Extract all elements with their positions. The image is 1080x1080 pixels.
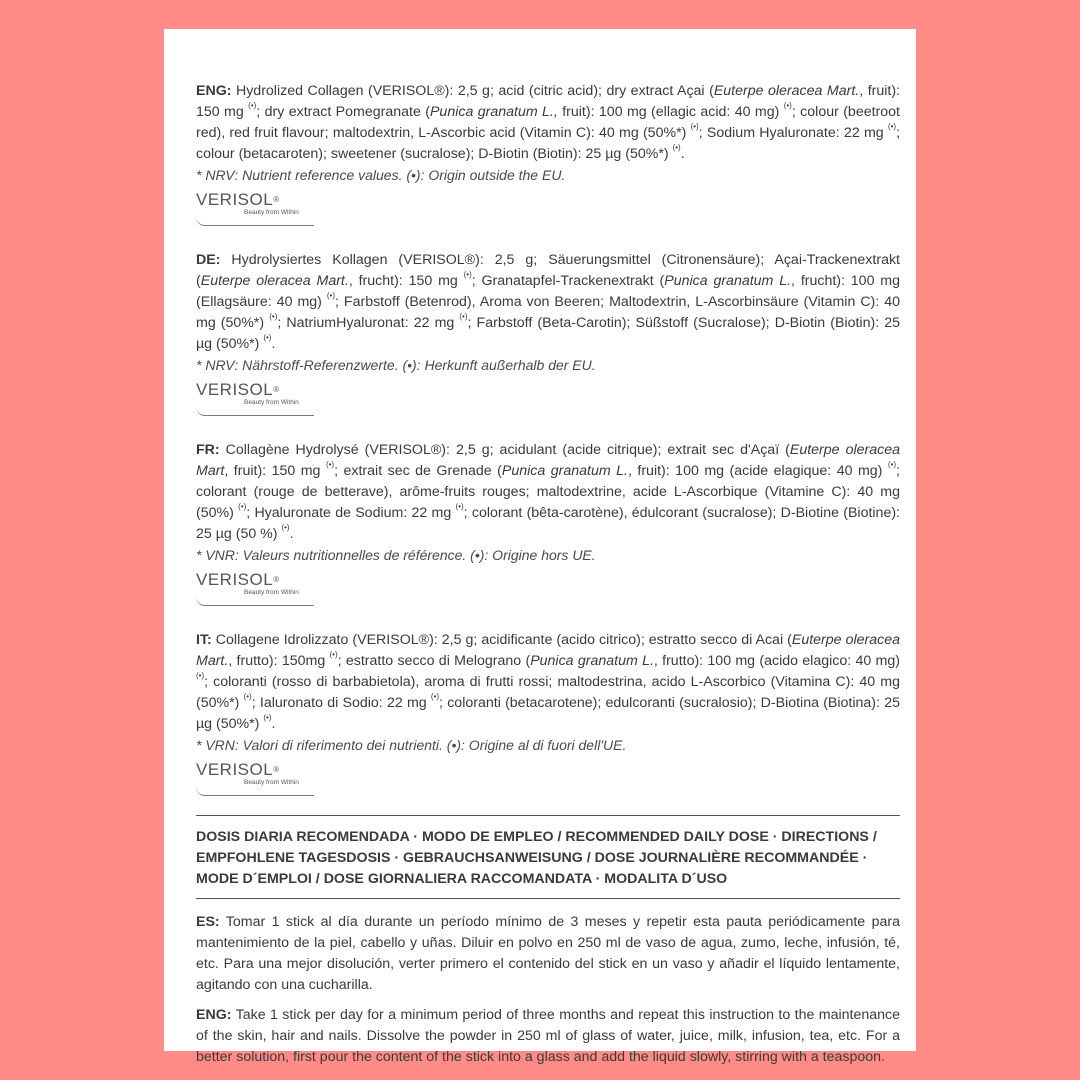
language-code: DE: [196,252,221,268]
heading-line: EMPFOHLENE TAGESDOSIS · GEBRAUCHSANWEISUNG / DOSE JOURNALIÈRE RECOMMANDÉE · [196,850,868,866]
directions-eng [196,1005,900,1068]
verisol-logo [196,191,900,227]
reference-note: * NRV: Nährstoff-Referenzwerte. (•): Herkunft außerhalb der EU. [196,357,596,373]
logo-word: VERISOL® [196,760,280,779]
ingredients-it [196,630,900,797]
logo-word: VERISOL® [196,190,280,209]
logo-swoosh [196,407,314,416]
language-code: FR: [196,442,220,458]
label-sheet [164,29,916,1065]
directions-heading [196,827,900,890]
reference-note: * NRV: Nutrient reference values. (•): Origin outside the EU. [196,167,566,183]
logo-tagline: Beauty from Within [244,589,299,596]
reference-note: * VRN: Valori di riferimento dei nutrienti. (•): Origine al di fuori dell'UE. [196,737,627,753]
logo-tagline: Beauty from Within [244,209,299,216]
ingredients-paragraph: IT: Collagene Idrolizzato (VERISOL®): 2,5 g; acidificante (acido citrico); estratto secco di Acai (Euterpe oleracea Mart., frutto): 150mg (•); estratto secco di Melograno (Punica granatum L., frutto): 100 mg (acido elagico: 40 mg) (•); coloranti (rosso di barbabietola), aroma di frutti rossi; maltodestrina, acido L-Ascorbico (Vitamina C): 40 mg (50%*) (•); Ialuronato di Sodio: 22 mg (•); coloranti (betacarotene); edulcoranti (sucralosio); D-Biotina (Biotina): 25 µg (50%*) (•). [196,632,900,732]
verisol-logo [196,571,900,607]
logo-swoosh [196,787,314,796]
heading-line: MODE D´EMPLOI / DOSE GIORNALIERA RACCOMANDATA · MODALITA D´USO [196,871,728,887]
directions-es [196,912,900,996]
ingredients-paragraph: FR: Collagène Hydrolysé (VERISOL®): 2,5 g; acidulant (acide citrique); extrait sec d'Açaï (Euterpe oleracea Mart, fruit): 150 mg (•); extrait sec de Grenade (Punica granatum L., fruit): 100 mg (acide elagique: 40 mg) (•); colorant (rouge de betterave), arôme-fruits rouges; maltodextrine, acide L-Ascorbique (Vitamine C): 40 mg (50%) (•); Hyaluronate de Sodium: 22 mg (•); colorant (bêta-carotène), édulcorant (sucralose); D-Biotine (Biotine): 25 µg (50 %) (•). [196,442,900,542]
verisol-logo [196,761,900,797]
divider-top [196,815,900,816]
heading-line: DOSIS DIARIA RECOMENDADA · MODO DE EMPLEO / RECOMMENDED DAILY DOSE · DIRECTIONS / [196,829,877,845]
logo-word: VERISOL® [196,570,280,589]
language-code: IT: [196,632,212,648]
ingredients-paragraph: DE: Hydrolysiertes Kollagen (VERISOL®): 2,5 g; Säuerungsmittel (Citronensäure); Açai-Trackenextrakt (Euterpe oleracea Mart., frucht): 150 mg (•); Granatapfel-Trackenextrakt (Punica granatum L., frucht): 100 mg (Ellagsäure: 40 mg) (•); Farbstoff (Betenrod), Aroma von Beeren; Maltodextrin, L-Ascorbinsäure (Vitamin C): 40 mg (50%*) (•); NatriumHyaluronat: 22 mg (•); Farbstoff (Beta-Carotin); Süßstoff (Sucralose); D-Biotin (Biotin): 25 µg (50%*) (•). [196,252,901,352]
language-code: ENG: [196,1007,232,1023]
ingredients-eng [196,81,900,227]
logo-tagline: Beauty from Within [244,399,299,406]
logo-word: VERISOL® [196,380,280,399]
ingredients-fr [196,440,900,607]
directions-text: Take 1 stick per day for a minimum period of three months and repeat this instruction to the maintenance of the skin, hair and nails. Dissolve the powder in 250 ml of glass of water, juice, milk, infusion, tea, etc. For a better solution, first pour the content of the stick into a glass and add the liquid slowly, stirring with a teaspoon. [196,1007,900,1065]
ingredients-paragraph: ENG: Hydrolized Collagen (VERISOL®): 2,5 g; acid (citric acid); dry extract Açai (Euterpe oleracea Mart., fruit): 150 mg (•); dry extract Pomegranate (Punica granatum L., fruit): 100 mg (ellagic acid: 40 mg) (•); colour (beetroot red), red fruit flavour; maltodextrin, L-Ascorbic acid (Vitamin C): 40 mg (50%*) (•); Sodium Hyaluronate: 22 mg (•); colour (betacaroten); sweetener (sucralose); D-Biotin (Biotin): 25 µg (50%*) (•). [196,83,901,162]
label-content [196,81,900,1068]
logo-swoosh [196,597,314,606]
language-code: ES: [196,914,220,930]
logo-tagline: Beauty from Within [244,779,299,786]
directions-text: Tomar 1 stick al día durante un período mínimo de 3 meses y repetir esta pauta periódicamente para mantenimiento de la piel, cabello y uñas. Diluir en polvo en 250 ml de vaso de agua, zumo, leche, infusión, té, etc. Para una mejor disolución, verter primero el contenido del stick en un vaso y añadir el líquido lentamente, agitando con una cucharilla. [196,914,900,993]
ingredients-de [196,250,900,417]
language-code: ENG: [196,83,232,99]
verisol-logo [196,381,900,417]
reference-note: * VNR: Valeurs nutritionnelles de référence. (•): Origine hors UE. [196,547,596,563]
logo-swoosh [196,217,314,226]
